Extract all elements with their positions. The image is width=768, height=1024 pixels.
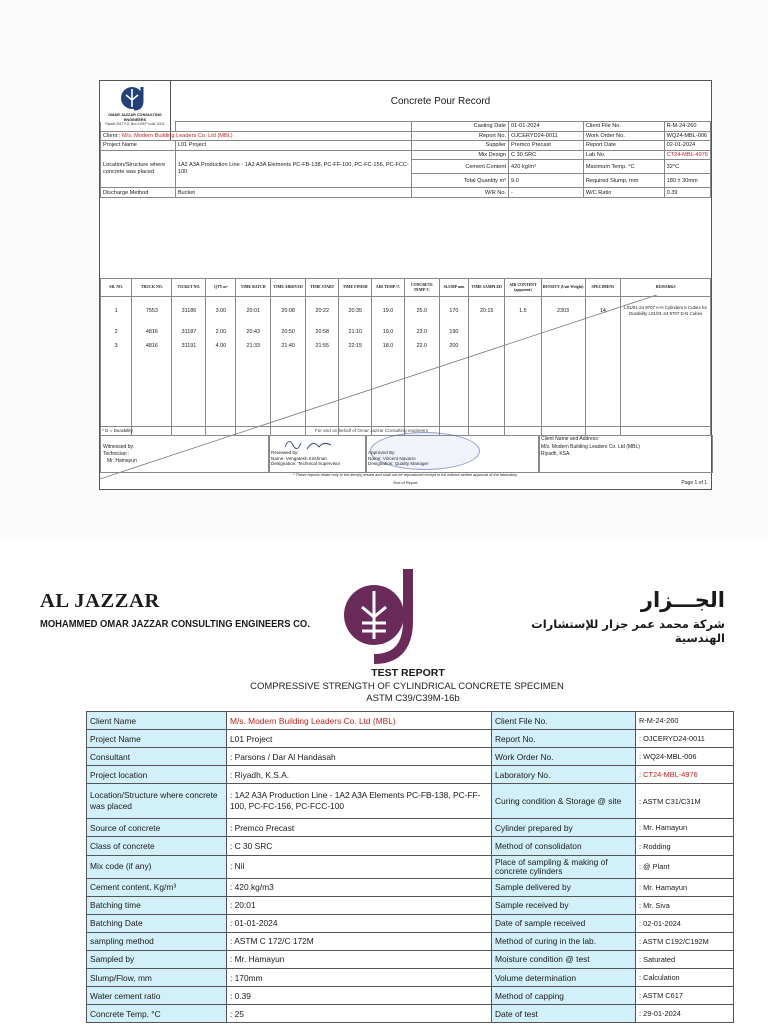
header-value: - (509, 188, 584, 198)
report-row (87, 730, 734, 748)
report-field-value: : 0.39 (227, 987, 492, 1005)
report-field-label: Moisture condition @ test (492, 950, 636, 968)
end-of-report: End of Report (393, 480, 418, 485)
witnessed-label: Witnessed by: (103, 444, 135, 450)
report-standard (0, 693, 768, 704)
report-field-value: : C 30 SRC (227, 837, 492, 855)
report-field-value: : 02-01-2024 (636, 914, 734, 932)
table-cell (505, 325, 541, 339)
client-address-city: Riyadh, KSA. (541, 451, 571, 457)
report-field-value: : Mr. Hamayun (636, 819, 734, 837)
report-field-value: M/s. Modern Building Leaders Co. Ltd (MBL) (227, 712, 492, 730)
report-field-value: R-M-24-260 (636, 712, 734, 730)
location-label: Location/Structure where concrete was placed (101, 150, 176, 188)
table-cell: 4816 (132, 325, 172, 339)
report-field-label: Sample delivered by (492, 878, 636, 896)
report-field-value: : WQ24-MBL-006 (636, 748, 734, 766)
report-field-label: Date of sample received (492, 914, 636, 932)
column-header: TIME FINISH (339, 279, 372, 297)
report-row (87, 748, 734, 766)
empty-cell (404, 353, 439, 435)
client-address-label: Client Name and Address: (541, 436, 600, 442)
report-field-value: : ASTM C192/C192M (636, 932, 734, 950)
empty-cell (132, 353, 172, 435)
report-subtitle-text: COMPRESSIVE STRENGTH OF CYLINDRICAL CONCRETE SPECIMEN (250, 681, 564, 692)
report-subtitle (0, 681, 768, 692)
report-field-label: Date of test (492, 1005, 636, 1023)
report-field-label: Sampled by (87, 950, 227, 968)
reviewer-designation: Designation: Technical Supervisor (271, 461, 341, 467)
header-label: Project Name (101, 141, 176, 151)
pour-data-table (100, 278, 711, 435)
table-cell: 190 (439, 325, 468, 339)
technician-name: Mr. Hamayun (107, 458, 137, 464)
report-field-value: : OJCERYD24-0011 (636, 730, 734, 748)
witness-box (100, 435, 270, 473)
client-address-name: M/s. Modern Building Leaders Co. Ltd (MBL) (541, 443, 640, 450)
table-cell: 2303 (541, 297, 585, 326)
report-field-label: Method of curing in the lab. (492, 932, 636, 950)
table-cell (585, 339, 621, 353)
column-header: QTY m³ (206, 279, 236, 297)
report-field-value: : Nil (227, 855, 492, 878)
table-cell: 20:08 (271, 297, 306, 326)
report-row (87, 819, 734, 837)
report-field-label: Cement content, Kg/m³ (87, 878, 227, 896)
report-row (87, 914, 734, 932)
header-label: Maximum Temp. °C (583, 160, 664, 174)
brand-subtitle-english: MOHAMMED OMAR JAZZAR CONSULTING ENGINEERS CO. (40, 619, 310, 630)
test-report-rows (87, 712, 734, 1023)
table-cell (541, 339, 585, 353)
empty-cell (101, 353, 132, 435)
report-field-value: : 420 kg/m3 (227, 878, 492, 896)
column-header: SLUMP mm (439, 279, 468, 297)
approver-designation: Designation: Quality Manager (368, 461, 429, 467)
table-cell: 20:58 (306, 325, 339, 339)
column-header: TIME START (306, 279, 339, 297)
empty-cell (439, 353, 468, 435)
report-field-value: : Mr. Hamayun (636, 878, 734, 896)
client-line (101, 131, 412, 141)
column-header: CONCRETE TEMP.°C (404, 279, 439, 297)
report-field-label: Consultant (87, 748, 227, 766)
empty-cell (621, 353, 711, 435)
header-value: L01 Project (175, 141, 412, 151)
table-cell: 20:50 (271, 325, 306, 339)
report-field-label: Method of capping (492, 987, 636, 1005)
report-field-label: sampling method (87, 932, 227, 950)
report-field-label: Sample received by (492, 896, 636, 914)
empty-cell (372, 353, 405, 435)
table-cell: 1 (101, 297, 132, 326)
report-field-value: : Calculation (636, 969, 734, 987)
table-cell: 23.0 (404, 325, 439, 339)
report-field-value: : 1A2 A3A Production Line - 1A2 A3A Elements PC-FB-138, PC-FF-100, PC-FC-156, PC-FCC-100 (227, 784, 492, 819)
report-title-text: TEST REPORT (371, 667, 445, 679)
report-field-value: : 170mm (227, 969, 492, 987)
table-cell: 4.00 (206, 339, 236, 353)
company-logo-icon (338, 565, 428, 665)
report-field-label: Report No. (492, 730, 636, 748)
report-field-label: Work Order No. (492, 748, 636, 766)
brand-name-arabic: الجـــزار (640, 588, 725, 612)
report-field-label: Batching Date (87, 914, 227, 932)
report-row (87, 784, 734, 819)
report-field-value: : Mr. Hamayun (227, 950, 492, 968)
report-row (87, 1005, 734, 1023)
report-row (87, 987, 734, 1005)
remarks-cell: L01/01-24 9707 A-H Cylinders 6 Cubes for Durability L01/01-24 9707 D-N Cubes (621, 297, 711, 326)
pour-columns-row (101, 279, 711, 297)
report-field-label: Project Name (87, 730, 227, 748)
approved-label: Approved By: (368, 450, 396, 455)
behalf-note: For and on behalf of Omar Jazzar Consulting engineers (315, 428, 429, 433)
report-field-label: Client File No. (492, 712, 636, 730)
brand-subtitle-arabic: شركة محمد عمر جزار للإستشارات الهندسية (531, 617, 725, 645)
table-cell: 22.0 (404, 339, 439, 353)
table-cell: 20:35 (339, 297, 372, 326)
table-cell (585, 325, 621, 339)
table-cell: 21:33 (236, 339, 271, 353)
header-label: Lab No. (583, 150, 664, 160)
pour-logo-name: OMAR JAZZAR CONSULTING ENGINEERS (108, 113, 162, 122)
column-header: TIME BATCH (236, 279, 271, 297)
table-cell: 20:15 (469, 297, 505, 326)
disclaimer: * These reports relate only to the item(s) tested and shall not be reproduced except in full without written approval of the laboratory. (292, 472, 519, 477)
report-field-value: : Premco Precast (227, 819, 492, 837)
column-header: SR. NO. (101, 279, 132, 297)
report-field-label: Laboratory No. (492, 766, 636, 784)
table-row (101, 339, 711, 353)
report-field-label: Curing condition & Storage @ site (492, 784, 636, 819)
durability-note: * D = Durability (102, 428, 133, 433)
report-field-label: Batching time (87, 896, 227, 914)
empty-cell (541, 353, 585, 435)
report-field-value: : ASTM C 172/C 172M (227, 932, 492, 950)
header-value: 420 kg/m³ (509, 160, 584, 174)
header-value: 01-01-2024 (509, 122, 584, 132)
column-header: TICKET NO. (172, 279, 206, 297)
report-field-label: Source of concrete (87, 819, 227, 837)
header-value: C 30 SRC (509, 150, 584, 160)
table-cell: 19.0 (372, 325, 405, 339)
header-label: W/R No. (412, 188, 509, 198)
client-prefix: Client : (103, 132, 121, 139)
signature-icon (283, 437, 343, 451)
report-field-label: Cylinder prepared by (492, 819, 636, 837)
header-value: R-M-24-260 (664, 122, 710, 132)
header-label: Discharge Method (101, 188, 176, 198)
empty-cell (505, 353, 541, 435)
table-cell (469, 325, 505, 339)
empty-cell (585, 353, 621, 435)
report-field-value: : ASTM C31/C31M (636, 784, 734, 819)
header-value: 32°C (664, 160, 710, 174)
table-row (101, 325, 711, 339)
header-value: WQ24-MBL-006 (664, 131, 710, 141)
column-header: TIME ARRIVED (271, 279, 306, 297)
header-value: Premco Precast (509, 141, 584, 151)
report-field-label: Location/Structure where concrete was placed (87, 784, 227, 819)
table-cell (505, 339, 541, 353)
table-cell: 7553 (132, 297, 172, 326)
header-label: Work Order No. (583, 131, 664, 141)
header-value: 9.0 (509, 174, 584, 188)
test-report-table (86, 711, 734, 1023)
report-field-value: : @ Plant (636, 855, 734, 878)
header-value: Bucket (175, 188, 412, 198)
header-value: 02-01-2024 (664, 141, 710, 151)
report-row (87, 896, 734, 914)
column-header: TRUCK NO. (132, 279, 172, 297)
header-label: Total Quantity m³ (412, 174, 509, 188)
column-header: DENSITY (Unit Weight) (541, 279, 585, 297)
header-label: Mix Design (412, 150, 509, 160)
report-row (87, 932, 734, 950)
location-value: 1A2 A3A Production Line - 1A2 A3A Elements PC-FB-138, PC-FF-100, PC-FC-156, PC-FCC-100 (175, 150, 412, 188)
table-cell: 3 (101, 339, 132, 353)
empty-cell (306, 353, 339, 435)
technician-label: Technician : (103, 451, 130, 457)
column-header: REMARKS (621, 279, 711, 297)
column-header: SPECIMENS (585, 279, 621, 297)
report-field-value: : ASTM C617 (636, 987, 734, 1005)
report-field-value: : Mr. Siva (636, 896, 734, 914)
empty-cell (339, 353, 372, 435)
header-label: Cement Content (412, 160, 509, 174)
header-label: Report No. (412, 131, 509, 141)
table-cell: 21:40 (271, 339, 306, 353)
table-cell: 25.0 (404, 297, 439, 326)
column-header: TIME SAMPLED (469, 279, 505, 297)
table-cell: 21:10 (339, 325, 372, 339)
report-row (87, 712, 734, 730)
table-cell: 18.0 (372, 339, 405, 353)
header-label: Required Slump, mm (583, 174, 664, 188)
header-value: OJCERYD24-0011 (509, 131, 584, 141)
report-field-value: : Saturated (636, 950, 734, 968)
report-title (0, 667, 768, 679)
header-label: Report Date (583, 141, 664, 151)
report-field-label: Volume determination (492, 969, 636, 987)
empty-cell (469, 353, 505, 435)
pour-record-form (99, 80, 712, 490)
remarks-cell (621, 325, 711, 339)
page-number: Page 1 of 1 (681, 480, 707, 486)
table-cell: 200 (439, 339, 468, 353)
table-cell: 22:15 (339, 339, 372, 353)
report-field-value: : Riyadh, K.S.A. (227, 766, 492, 784)
report-row (87, 855, 734, 878)
empty-cell (271, 353, 306, 435)
report-field-label: Mix code (if any) (87, 855, 227, 878)
table-cell: 14 (585, 297, 621, 326)
empty-cell (172, 353, 206, 435)
report-field-label: Place of sampling & making of concrete cylinders (492, 855, 636, 878)
table-cell (469, 339, 505, 353)
table-cell: 19.0 (372, 297, 405, 326)
table-cell: 2.00 (206, 325, 236, 339)
pour-header-table (100, 121, 711, 198)
report-field-value: : 25 (227, 1005, 492, 1023)
remarks-cell (621, 339, 711, 353)
client-name: M/s. Modern Building Leaders Co. Ltd (MBL) (121, 132, 233, 139)
table-cell: 3.00 (206, 297, 236, 326)
approver-name: Name: Vincent Navarro (368, 455, 416, 461)
company-logo-icon (120, 85, 150, 111)
header-label: Client File No. (583, 122, 664, 132)
report-standard-text: ASTM C39/C39M-16b (366, 693, 460, 704)
brand-name-english: AL JAZZAR (40, 590, 160, 612)
table-cell: 20:01 (236, 297, 271, 326)
table-cell: 31187 (172, 325, 206, 339)
report-field-value: L01 Project (227, 730, 492, 748)
column-header: AIR CONTENT (apparent) (505, 279, 541, 297)
table-cell: 170 (439, 297, 468, 326)
report-row (87, 969, 734, 987)
table-cell: 20:22 (306, 297, 339, 326)
report-row (87, 766, 734, 784)
report-field-label: Concrete Temp. °C (87, 1005, 227, 1023)
table-cell: 31186 (172, 297, 206, 326)
table-cell: 4816 (132, 339, 172, 353)
lab-number: CT24-MBL-4976 (664, 150, 710, 160)
header-value: 0.39 (664, 188, 710, 198)
header-label: W/C Ratio (583, 188, 664, 198)
stamp-icon (370, 432, 480, 470)
report-field-value: : Parsons / Dar Al Handasah (227, 748, 492, 766)
reviewed-label: Reviewed by: (271, 450, 299, 455)
header-label: Casting Date (412, 122, 509, 132)
table-cell (541, 325, 585, 339)
empty-cell (236, 353, 271, 435)
report-row (87, 878, 734, 896)
report-row (87, 837, 734, 855)
report-row (87, 950, 734, 968)
report-field-label: Method of consolidaton (492, 837, 636, 855)
pour-logo-address: Riyadh 2017 P.O. Box 4195 P code 11511 (105, 122, 165, 127)
reviewer-box (268, 435, 367, 473)
pour-rows (101, 297, 711, 436)
report-field-label: Water cement ratio (87, 987, 227, 1005)
report-field-value: : Rodding (636, 837, 734, 855)
column-header: AIR TEMP.°C (372, 279, 405, 297)
report-field-label: Class of concrete (87, 837, 227, 855)
table-cell: 21:55 (306, 339, 339, 353)
pour-record-title: Concrete Pour Record (390, 95, 491, 107)
report-field-value: : CT24-MBL-4976 (636, 766, 734, 784)
report-field-value: : 01-01-2024 (227, 914, 492, 932)
client-address-box (538, 435, 713, 473)
report-field-label: Client Name (87, 712, 227, 730)
report-field-value: : 20:01 (227, 896, 492, 914)
report-field-value: : 29-01-2024 (636, 1005, 734, 1023)
header-value: 180 ± 30mm (664, 174, 710, 188)
empty-row (101, 353, 711, 435)
report-field-label: Project location (87, 766, 227, 784)
table-cell: 1.5 (505, 297, 541, 326)
table-row (101, 297, 711, 326)
empty-cell (206, 353, 236, 435)
table-cell: 2 (101, 325, 132, 339)
header-label: Supplier (412, 141, 509, 151)
report-field-label: Slump/Flow, mm (87, 969, 227, 987)
table-cell: 20:43 (236, 325, 271, 339)
reviewer-name: Name: Vengatesh Krishnan (271, 455, 327, 461)
table-cell: 31191 (172, 339, 206, 353)
